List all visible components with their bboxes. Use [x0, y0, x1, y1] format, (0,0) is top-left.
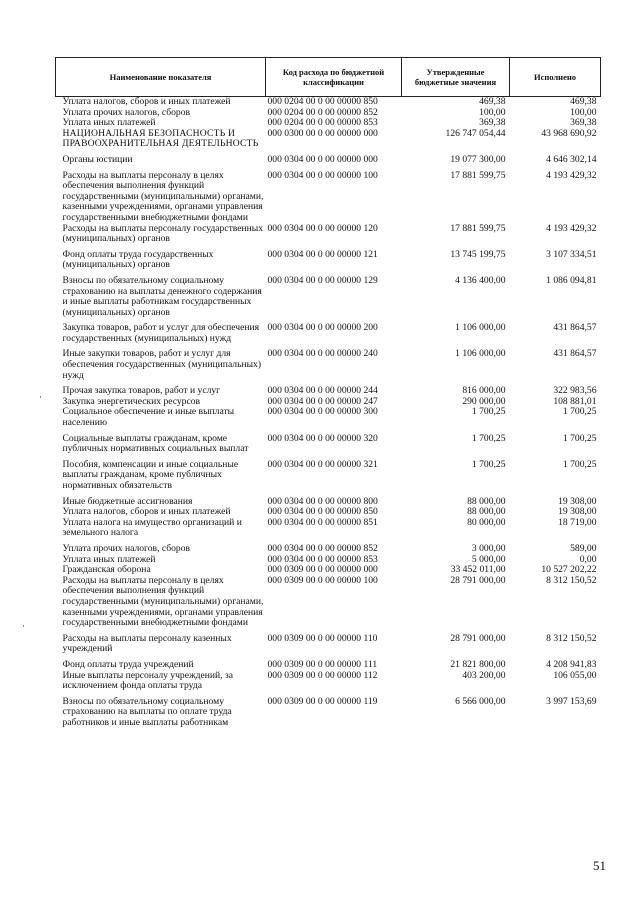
row-name: Уплата налога на имущество организаций и земельного налога — [62, 516, 242, 539]
row-approved: 80 000,00 — [467, 516, 506, 528]
table-row — [56, 660, 601, 671]
row-executed: 4 193 429,32 — [546, 169, 597, 181]
row-executed: 431 864,57 — [553, 348, 597, 360]
row-code: 000 0304 00 0 00 00000 300 — [267, 406, 378, 418]
row-approved: 1 700,25 — [471, 406, 506, 418]
table-body — [56, 97, 601, 729]
row-code: 000 0204 00 0 00 00000 852 — [267, 106, 378, 118]
row-executed: 369,38 — [570, 117, 597, 129]
row-code: 000 0304 00 0 00 00000 120 — [267, 222, 378, 234]
table-row — [56, 171, 601, 224]
row-approved: 369,38 — [479, 117, 506, 129]
table-row — [56, 407, 601, 433]
row-approved: 28 791 000,00 — [450, 574, 506, 586]
row-executed: 469,38 — [570, 96, 597, 107]
row-executed: 8 312 150,52 — [546, 574, 597, 586]
row-approved: 469,38 — [479, 96, 506, 107]
table-row — [56, 250, 601, 276]
table-row — [56, 224, 601, 250]
row-executed: 3 997 153,69 — [546, 695, 597, 707]
table-row — [56, 460, 601, 497]
row-approved: 19 077 300,00 — [450, 153, 506, 165]
row-executed: 19 308,00 — [558, 506, 597, 518]
row-approved: 88 000,00 — [467, 495, 506, 507]
header-approved: Утвержденные бюджетные значения — [402, 58, 510, 97]
table-row — [56, 671, 601, 697]
table-row — [56, 576, 601, 634]
row-name: Прочая закупка товаров, работ и услуг — [62, 385, 221, 397]
row-name: Органы юстиции — [62, 153, 133, 165]
row-approved: 17 881 599,75 — [450, 169, 506, 181]
header-code: Код расхода по бюджетной классификации — [266, 58, 402, 97]
row-code: 000 0300 00 0 00 00000 000 — [267, 127, 378, 139]
row-code: 000 0304 00 0 00 00000 129 — [267, 274, 378, 286]
row-code: 000 0204 00 0 00 00000 850 — [267, 96, 378, 107]
row-approved: 88 000,00 — [467, 506, 506, 518]
row-approved: 100,00 — [479, 106, 506, 118]
row-name: Социальные выплаты гражданам, кроме публичных нормативных социальных выплат — [62, 432, 249, 455]
row-approved: 6 566 000,00 — [455, 695, 506, 707]
row-executed: 4 193 429,32 — [546, 222, 597, 234]
row-name: Уплата налогов, сборов и иных платежей — [62, 506, 231, 518]
row-code: 000 0304 00 0 00 00000 800 — [267, 495, 378, 507]
row-approved: 13 745 199,75 — [450, 248, 506, 260]
table-row — [56, 97, 601, 108]
row-name: Иные выплаты персоналу учреждений, за исключением фонда оплаты труда — [62, 669, 234, 692]
budget-execution-table — [55, 57, 601, 728]
row-code: 000 0309 00 0 00 00000 111 — [267, 658, 378, 670]
header-name: Наименование показателя — [56, 58, 266, 97]
table-row — [56, 129, 601, 155]
row-executed: 4 208 941,83 — [546, 658, 597, 670]
row-name: Расходы на выплаты персоналу государственных (муниципальных) органов — [62, 222, 264, 245]
row-name: Взносы по обязательному социальному страхованию на выплаты по оплате труда работников и иные выплаты работникам — [62, 695, 232, 728]
row-executed: 589,00 — [570, 542, 597, 554]
row-code: 000 0304 00 0 00 00000 121 — [267, 248, 378, 260]
table-row — [56, 155, 601, 171]
row-code: 000 0304 00 0 00 00000 852 — [267, 542, 378, 554]
row-approved: 126 747 054,44 — [445, 127, 506, 139]
row-approved: 33 452 011,00 — [450, 564, 506, 576]
row-name: Уплата прочих налогов, сборов — [62, 542, 191, 554]
row-executed: 19 308,00 — [558, 495, 597, 507]
row-code: 000 0304 00 0 00 00000 200 — [267, 322, 378, 334]
row-executed: 1 700,25 — [562, 458, 597, 470]
row-approved: 4 136 400,00 — [455, 274, 506, 286]
row-executed: 106 055,00 — [553, 669, 597, 681]
page-number: 51 — [593, 858, 606, 873]
row-executed: 100,00 — [570, 106, 597, 118]
row-executed: 1 086 094,81 — [546, 274, 597, 286]
table-header — [56, 58, 601, 97]
table-row — [56, 349, 601, 386]
row-executed: 4 646 302,14 — [546, 153, 597, 165]
row-name: Уплата иных платежей — [62, 553, 156, 565]
row-code: 000 0304 00 0 00 00000 320 — [267, 432, 378, 444]
row-approved: 5 000,00 — [471, 553, 506, 565]
row-name: Расходы на выплаты персоналу казенных учреждений — [62, 632, 232, 655]
row-code: 000 0304 00 0 00 00000 853 — [267, 553, 378, 565]
row-code: 000 0304 00 0 00 00000 247 — [267, 395, 378, 407]
row-name: Закупка товаров, работ и услуг для обеспечения государственных (муниципальных) нужд — [62, 322, 260, 344]
table-row — [56, 434, 601, 460]
row-executed: 0,00 — [579, 553, 597, 565]
row-executed: 10 527 202,22 — [541, 564, 597, 576]
row-name: Уплата налогов, сборов и иных платежей — [62, 96, 231, 107]
row-name: Фонд оплаты труда учреждений — [62, 658, 194, 670]
row-approved: 403 200,00 — [462, 669, 506, 681]
row-code: 000 0309 00 0 00 00000 000 — [267, 564, 378, 576]
row-name: Пособия, компенсации и иные социальные выплаты гражданам, кроме публичных нормативных обязательств — [62, 458, 239, 491]
row-code: 000 0309 00 0 00 00000 100 — [267, 574, 378, 586]
row-code: 000 0309 00 0 00 00000 112 — [267, 669, 378, 681]
row-code: 000 0304 00 0 00 00000 100 — [267, 169, 378, 181]
row-name: Взносы по обязательному социальному страхованию на выплаты денежного содержания и иные выплаты работникам государственных (муниципальных) органов — [62, 274, 262, 318]
row-approved: 290 000,00 — [462, 395, 506, 407]
row-name: Иные бюджетные ассигнования — [62, 495, 193, 507]
row-code: 000 0304 00 0 00 00000 244 — [267, 385, 378, 397]
row-executed: 3 107 334,51 — [546, 248, 597, 260]
row-name: Фонд оплаты труда государственных (муниципальных) органов — [62, 248, 214, 271]
row-name: Расходы на выплаты персоналу в целях обеспечения выполнения функций государственными (муниципальными) органами, казенными учреждениями, органами управления государственными внебюджетными фондами — [62, 169, 264, 223]
row-approved: 816 000,00 — [462, 385, 506, 397]
row-code: 000 0309 00 0 00 00000 110 — [267, 632, 378, 644]
scan-speck — [23, 625, 24, 627]
row-executed: 1 700,25 — [562, 406, 597, 418]
row-code: 000 0304 00 0 00 00000 000 — [267, 153, 378, 165]
row-executed: 108 881,01 — [553, 395, 597, 407]
row-approved: 1 106 000,00 — [455, 322, 506, 334]
table-row — [56, 276, 601, 323]
row-executed: 18 719,00 — [558, 516, 597, 528]
row-code: 000 0309 00 0 00 00000 119 — [267, 695, 378, 707]
header-executed: Исполнено — [510, 58, 601, 97]
row-code: 000 0304 00 0 00 00000 850 — [267, 506, 378, 518]
row-name: Социальное обеспечение и иные выплаты населению — [62, 406, 235, 429]
table-row — [56, 634, 601, 660]
row-approved: 1 700,25 — [471, 432, 506, 444]
row-name: НАЦИОНАЛЬНАЯ БЕЗОПАСНОСТЬ И ПРАВООХРАНИТЕЛЬНАЯ ДЕЯТЕЛЬНОСТЬ — [62, 127, 259, 150]
row-approved: 1 700,25 — [471, 458, 506, 470]
table-row — [56, 697, 601, 729]
row-name: Иные закупки товаров, работ и услуг для обеспечения государственных (муниципальных) нужд — [62, 348, 262, 381]
row-approved: 28 791 000,00 — [450, 632, 506, 644]
row-name: Уплата иных платежей — [62, 117, 156, 129]
row-code: 000 0304 00 0 00 00000 851 — [267, 516, 378, 528]
table-row — [56, 544, 601, 555]
row-executed: 1 700,25 — [562, 432, 597, 444]
row-executed: 431 864,57 — [553, 322, 597, 334]
row-name: Гражданская оборона — [62, 564, 151, 576]
row-name: Уплата прочих налогов, сборов — [62, 106, 191, 118]
table-row — [56, 323, 601, 349]
row-approved: 21 821 800,00 — [450, 658, 506, 670]
row-code: 000 0304 00 0 00 00000 321 — [267, 458, 378, 470]
row-name: Расходы на выплаты персоналу в целях обеспечения выполнения функций государственными (муниципальными) органами, казенными учреждениями, органами управления государственными внебюджетными фондами — [62, 574, 264, 629]
row-code: 000 0204 00 0 00 00000 853 — [267, 117, 378, 129]
row-code: 000 0304 00 0 00 00000 240 — [267, 348, 378, 360]
table-row — [56, 518, 601, 544]
row-name: Закупка энергетических ресурсов — [62, 395, 201, 407]
row-executed: 322 983,56 — [553, 385, 597, 397]
row-approved: 1 106 000,00 — [455, 348, 506, 360]
scan-speck — [40, 396, 41, 398]
row-executed: 43 968 690,92 — [541, 127, 597, 139]
row-approved: 17 881 599,75 — [450, 222, 506, 234]
row-executed: 8 312 150,52 — [546, 632, 597, 644]
row-approved: 3 000,00 — [471, 542, 506, 554]
